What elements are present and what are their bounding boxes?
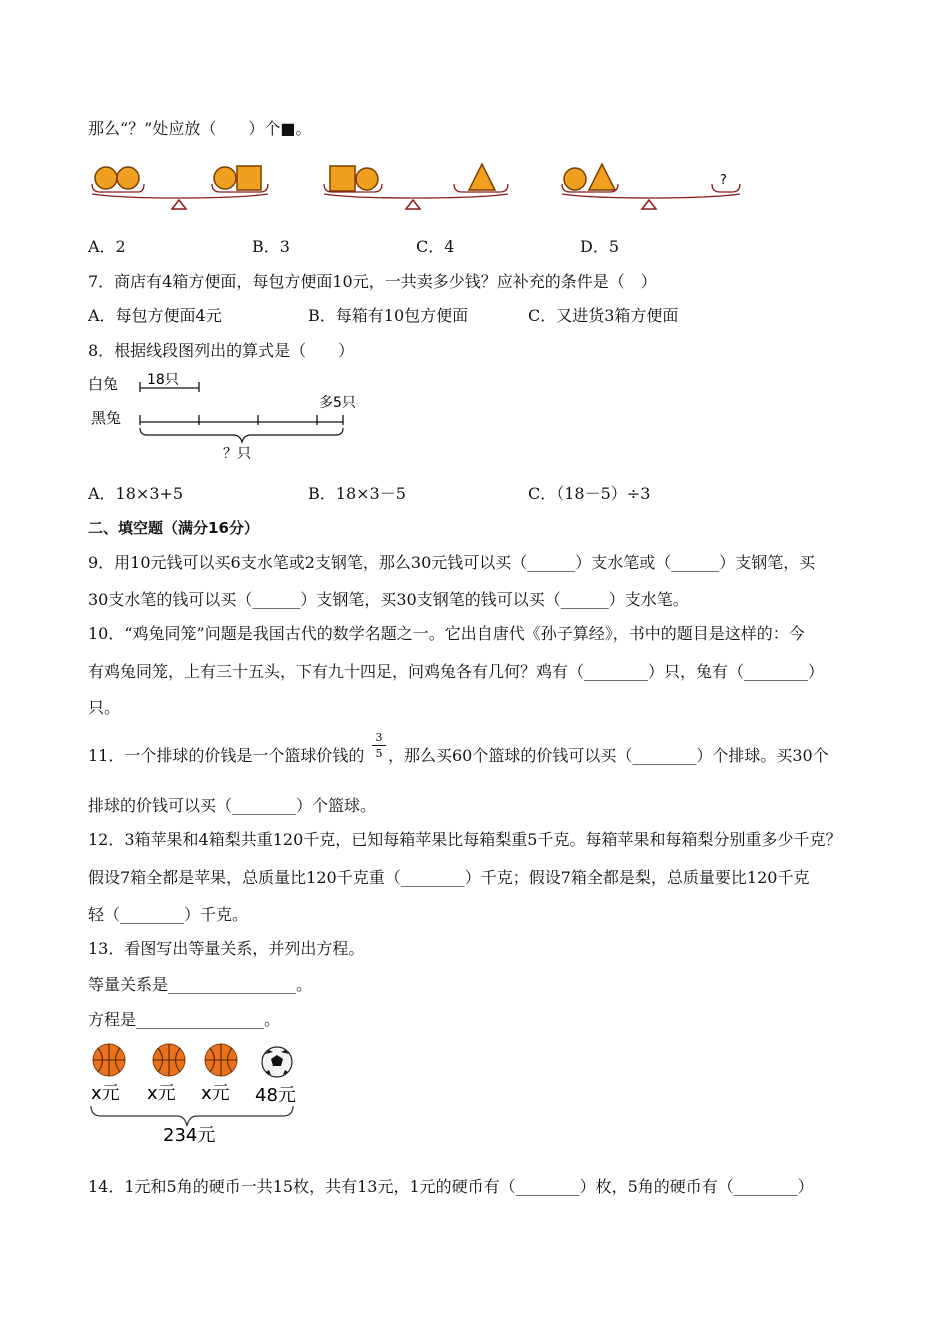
- q13-relation: 等量关系是________________。: [88, 975, 313, 994]
- q8-option-a[interactable]: A．18×3+5: [88, 484, 184, 503]
- basketball-icon: [93, 1044, 125, 1076]
- section-title: 二、填空题（满分16分）: [88, 519, 259, 537]
- q8-option-c[interactable]: C．（18－5）÷3: [528, 484, 651, 503]
- fraction-numerator: 3: [375, 731, 383, 744]
- q7-option-c[interactable]: C．又进货3箱方便面: [528, 306, 679, 325]
- black-rabbit-label: 黑兔: [91, 409, 122, 427]
- scale-2: [324, 164, 508, 209]
- q6-option-d[interactable]: D．5: [580, 237, 620, 256]
- basketball-icon: [205, 1044, 237, 1076]
- circle-shape: [564, 168, 586, 190]
- q8-text: 8．根据线段图列出的算式是（ ）: [88, 341, 355, 360]
- q9-line1: 9．用10元钱可以买6支水笔或2支钢笔，那么30元钱可以买（______）支水笔或（______）支钢笔，买: [88, 553, 816, 572]
- circle-shape: [95, 167, 117, 189]
- q7-option-b[interactable]: B．每箱有10包方便面: [308, 306, 469, 325]
- q11-part1: 11．一个排球的价钱是一个篮球价钱的: [88, 746, 365, 765]
- segment-label: 18只: [147, 372, 179, 388]
- q11-part2: ，那么买60个篮球的价钱可以买（________）个排球。买30个: [388, 746, 829, 765]
- total-price-label: 234元: [163, 1125, 216, 1146]
- ball-price-label: 48元: [255, 1085, 296, 1106]
- fulcrum: [642, 200, 656, 209]
- fraction-denominator: 5: [375, 747, 383, 760]
- square-shape: [237, 166, 261, 190]
- balance-scales: [80, 150, 780, 220]
- q8-option-b[interactable]: B．18×3－5: [308, 484, 406, 503]
- q9-line2: 30支水笔的钱可以买（______）支钢笔，买30支钢笔的钱可以买（______）支水笔。: [88, 590, 689, 609]
- fraction: [372, 731, 386, 760]
- q10-line3: 只。: [88, 698, 121, 717]
- scale-3: [562, 164, 740, 209]
- basketball-icon: [153, 1044, 185, 1076]
- q12-line2: 假设7箱全都是苹果，总质量比120千克重（________）千克；假设7箱全都是梨，总质量要比120千克: [88, 868, 810, 887]
- q11-line2: 排球的价钱可以买（________）个篮球。: [88, 796, 377, 815]
- ball-price-label: x元: [201, 1083, 230, 1104]
- scale-1: [92, 166, 268, 209]
- more-label: 多5只: [319, 395, 356, 411]
- q12-line1: 12．3箱苹果和4箱梨共重120千克，已知每箱苹果比每箱梨重5千克。每箱苹果和每箱梨分别重多少千克？: [88, 830, 842, 849]
- triangle-shape: [469, 164, 495, 190]
- q12-line3: 轻（________）千克。: [88, 905, 249, 924]
- square-shape: [330, 166, 355, 191]
- soccer-ball-icon: [262, 1047, 292, 1077]
- q14-text: 14．1元和5角的硬币一共15枚，共有13元，1元的硬币有（________）枚，5角的硬币有（________）: [88, 1177, 814, 1196]
- q13-equation: 方程是________________。: [88, 1010, 281, 1029]
- fulcrum: [406, 200, 420, 209]
- q7-text: 7．商店有4箱方便面，每包方便面10元，一共卖多少钱？应补充的条件是（ ）: [88, 272, 657, 291]
- ball-price-label: x元: [91, 1083, 120, 1104]
- q6-option-c[interactable]: C．4: [416, 237, 455, 256]
- q7-option-a[interactable]: A．每包方便面4元: [88, 306, 222, 325]
- q6-option-a[interactable]: A．2: [88, 237, 126, 256]
- question-mark: ?: [720, 173, 727, 188]
- total-label: ？只: [223, 446, 251, 462]
- white-rabbit-label: 白兔: [88, 375, 119, 393]
- fulcrum: [172, 200, 186, 209]
- q6-prompt: 那么“？”处应放（ ）个■。: [88, 119, 312, 138]
- line-segment-diagram: [85, 368, 385, 463]
- q6-option-b[interactable]: B．3: [252, 237, 290, 256]
- q13-text: 13．看图写出等量关系，并列出方程。: [88, 939, 365, 958]
- ball-price-label: x元: [147, 1083, 176, 1104]
- q10-line1: 10．“鸡兔同笼”问题是我国古代的数学名题之一。它出自唐代《孙子算经》，书中的题目是这样的：今: [88, 624, 805, 643]
- circle-shape: [117, 167, 139, 189]
- balls-diagram: [85, 1040, 315, 1150]
- q10-line2: 有鸡兔同笼，上有三十五头，下有九十四足，问鸡兔各有几何？鸡有（________）只，兔有（________）: [88, 662, 825, 681]
- circle-shape: [214, 167, 236, 189]
- triangle-shape: [589, 164, 615, 190]
- circle-shape: [356, 168, 378, 190]
